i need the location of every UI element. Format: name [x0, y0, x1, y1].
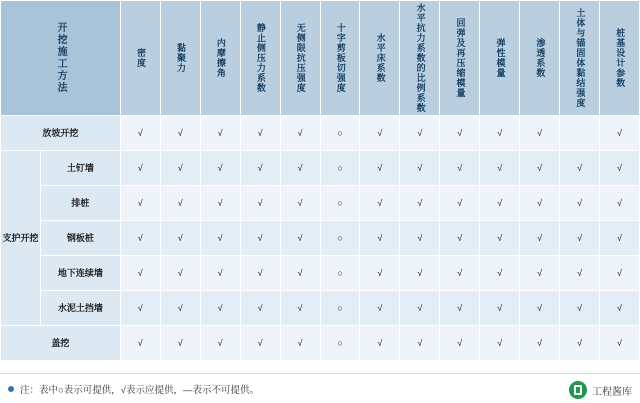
column-header-1: 黏聚力 — [160, 1, 200, 116]
cell-6-5: ○ — [320, 326, 360, 361]
table-note — [0, 373, 640, 403]
cell-5-1: √ — [160, 291, 200, 326]
cell-4-4: √ — [280, 256, 320, 291]
cell-4-7: √ — [400, 256, 440, 291]
column-header-4: 无侧限抗压强度 — [280, 1, 320, 116]
cell-3-7: √ — [400, 221, 440, 256]
cell-0-3: √ — [240, 116, 280, 151]
table-row — [1, 186, 640, 221]
cell-1-5: ○ — [320, 151, 360, 186]
cell-6-4: √ — [280, 326, 320, 361]
column-header-12: 桩基设计参数 — [600, 1, 640, 116]
cell-5-7: √ — [400, 291, 440, 326]
book-icon — [569, 381, 587, 399]
cell-5-12: √ — [600, 291, 640, 326]
cell-5-5: ○ — [320, 291, 360, 326]
cell-4-3: √ — [240, 256, 280, 291]
cell-4-12: √ — [600, 256, 640, 291]
cell-3-11: √ — [560, 221, 600, 256]
cell-4-6: √ — [360, 256, 400, 291]
cell-1-12: √ — [600, 151, 640, 186]
column-header-10: 渗透系数 — [520, 1, 560, 116]
cell-2-8: √ — [440, 186, 480, 221]
cell-2-7: √ — [400, 186, 440, 221]
cell-3-4: √ — [280, 221, 320, 256]
cell-6-11: √ — [560, 326, 600, 361]
column-header-6: 水平床系数 — [360, 1, 400, 116]
cell-3-0: √ — [120, 221, 160, 256]
brand-name: 工程酱库 — [592, 386, 632, 398]
cell-5-9: √ — [480, 291, 520, 326]
column-header-11: 土体与锚固体黏结强度 — [560, 1, 600, 116]
column-header-9: 弹性模量 — [480, 1, 520, 116]
cell-3-6: √ — [360, 221, 400, 256]
header-corner-cell — [1, 1, 121, 116]
cell-4-0: √ — [120, 256, 160, 291]
cell-5-3: √ — [240, 291, 280, 326]
row-group-label-支护开挖: 支护开挖 — [1, 151, 41, 326]
cell-3-12: √ — [600, 221, 640, 256]
cell-0-9: √ — [480, 116, 520, 151]
cell-6-10: √ — [520, 326, 560, 361]
cell-6-9: √ — [480, 326, 520, 361]
cell-6-7: √ — [400, 326, 440, 361]
cell-2-12: √ — [600, 186, 640, 221]
cell-1-11: √ — [560, 151, 600, 186]
table-row — [1, 151, 640, 186]
column-header-0: 密度 — [120, 1, 160, 116]
cell-1-2: √ — [200, 151, 240, 186]
cell-1-3: √ — [240, 151, 280, 186]
cell-1-10: √ — [520, 151, 560, 186]
table-row — [1, 116, 640, 151]
cell-3-8: √ — [440, 221, 480, 256]
cell-1-0: √ — [120, 151, 160, 186]
cell-4-10: √ — [520, 256, 560, 291]
table-header-row — [1, 1, 640, 116]
cell-4-11: √ — [560, 256, 600, 291]
cell-4-8: √ — [440, 256, 480, 291]
cell-6-3: √ — [240, 326, 280, 361]
cell-6-6: √ — [360, 326, 400, 361]
cell-0-1: √ — [160, 116, 200, 151]
cell-5-10: √ — [520, 291, 560, 326]
cell-1-1: √ — [160, 151, 200, 186]
cell-3-2: √ — [200, 221, 240, 256]
cell-2-10: √ — [520, 186, 560, 221]
table-row — [1, 326, 640, 361]
cell-3-5: ○ — [320, 221, 360, 256]
cell-1-4: √ — [280, 151, 320, 186]
cell-2-4: √ — [280, 186, 320, 221]
cell-0-0: √ — [120, 116, 160, 151]
cell-6-12: √ — [600, 326, 640, 361]
cell-6-2: √ — [200, 326, 240, 361]
table-row — [1, 291, 640, 326]
cell-5-0: √ — [120, 291, 160, 326]
cell-2-0: √ — [120, 186, 160, 221]
row-sublabel-2: 排桩 — [40, 186, 120, 221]
cell-0-7: √ — [400, 116, 440, 151]
cell-2-9: √ — [480, 186, 520, 221]
cell-2-2: √ — [200, 186, 240, 221]
cell-4-5: ○ — [320, 256, 360, 291]
cell-3-10: √ — [520, 221, 560, 256]
cell-3-9: √ — [480, 221, 520, 256]
cell-1-9: √ — [480, 151, 520, 186]
column-header-7: 水平抗力系数的比例系数 — [400, 1, 440, 116]
cell-6-1: √ — [160, 326, 200, 361]
cell-6-8: √ — [440, 326, 480, 361]
row-label-6: 盖挖 — [1, 326, 121, 361]
row-sublabel-5: 水泥土挡墙 — [40, 291, 120, 326]
cell-2-3: √ — [240, 186, 280, 221]
column-header-8: 回弹及再压缩模量 — [440, 1, 480, 116]
table-row — [1, 256, 640, 291]
cell-5-2: √ — [200, 291, 240, 326]
cell-2-1: √ — [160, 186, 200, 221]
row-sublabel-4: 地下连续墙 — [40, 256, 120, 291]
brand-watermark — [569, 381, 632, 399]
cell-3-3: √ — [240, 221, 280, 256]
cell-0-11 — [560, 116, 600, 151]
cell-0-6: √ — [360, 116, 400, 151]
note-text: 注：表中○表示可提供，√表示应提供，—表示不可提供。 — [20, 384, 259, 396]
cell-3-1: √ — [160, 221, 200, 256]
cell-5-8: √ — [440, 291, 480, 326]
cell-1-8: √ — [440, 151, 480, 186]
cell-0-8: √ — [440, 116, 480, 151]
cell-0-4: √ — [280, 116, 320, 151]
cell-4-1: √ — [160, 256, 200, 291]
cell-0-5: ○ — [320, 116, 360, 151]
bullet-icon — [8, 386, 14, 392]
table-row — [1, 221, 640, 256]
cell-1-7: √ — [400, 151, 440, 186]
cell-5-6: √ — [360, 291, 400, 326]
cell-0-12: √ — [600, 116, 640, 151]
cell-0-2: √ — [200, 116, 240, 151]
header-corner-label: 开挖施工方法 — [55, 22, 67, 94]
cell-0-10: √ — [520, 116, 560, 151]
cell-2-11: √ — [560, 186, 600, 221]
cell-4-9: √ — [480, 256, 520, 291]
cell-6-0: √ — [120, 326, 160, 361]
cell-2-6: √ — [360, 186, 400, 221]
cell-5-4: √ — [280, 291, 320, 326]
row-label-0: 放坡开挖 — [1, 116, 121, 151]
column-header-3: 静止侧压力系数 — [240, 1, 280, 116]
column-header-2: 内摩擦角 — [200, 1, 240, 116]
cell-1-6: √ — [360, 151, 400, 186]
cell-5-11: √ — [560, 291, 600, 326]
column-header-5: 十字剪板切强度 — [320, 1, 360, 116]
cell-4-2: √ — [200, 256, 240, 291]
cell-2-5: ○ — [320, 186, 360, 221]
row-sublabel-1: 土钉墙 — [40, 151, 120, 186]
row-sublabel-3: 钢板桩 — [40, 221, 120, 256]
